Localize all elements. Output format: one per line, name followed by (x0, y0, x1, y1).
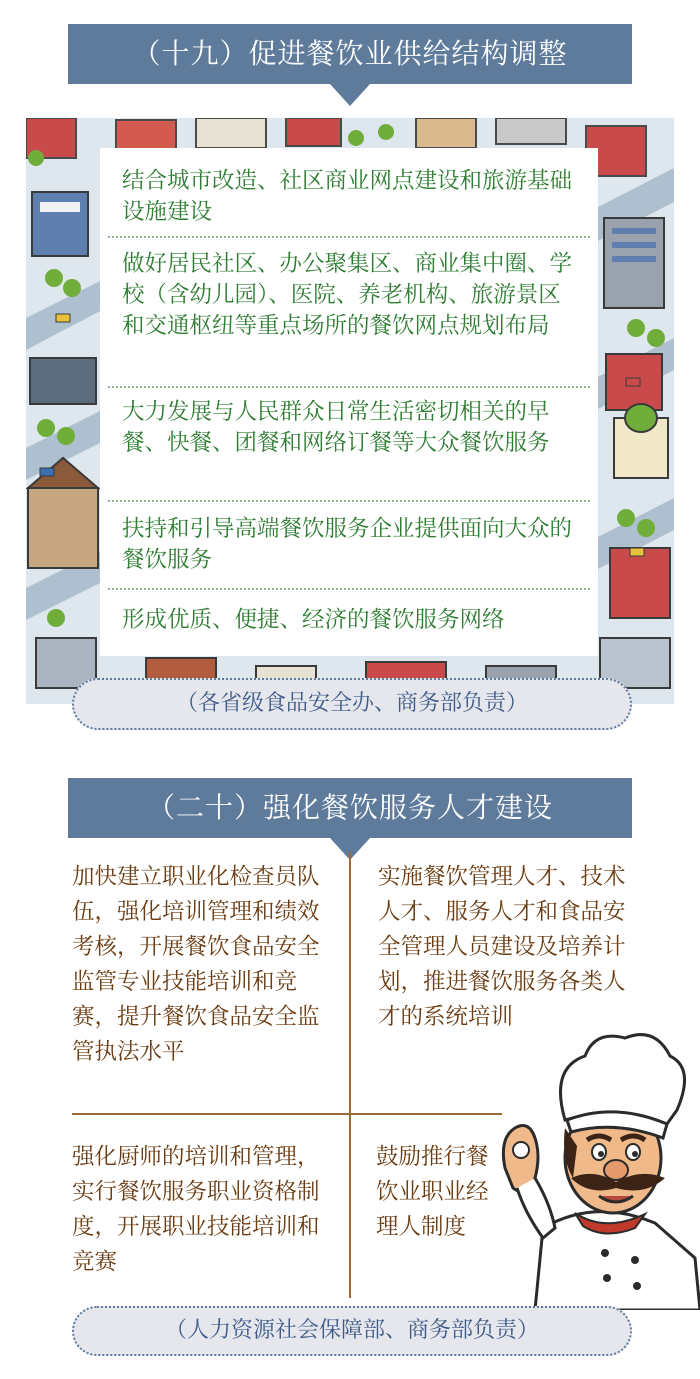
section19-responsible-text: （各省级食品安全办、商务部负责） (175, 691, 528, 716)
section20-item-2: 实施餐饮管理人才、技术人才、服务人才和食品安全管理人员建设及培养计划，推进餐饮服务各类人才的系统培训 (378, 864, 626, 1030)
section19-card (100, 148, 598, 656)
divider (108, 386, 590, 388)
section19-title: （十九）促进餐饮业供给结构调整 (132, 37, 568, 70)
section20-responsible-text: （人力资源社会保障部、商务部负责） (164, 1318, 539, 1343)
section19-banner (68, 24, 632, 84)
section19-responsible (72, 678, 632, 730)
section19-item-2: 做好居民社区、办公聚集区、商业集中圈、学校（含幼儿园）、医院、养老机构、旅游景区和交通枢纽等重点场所的餐饮网点规划布局 (122, 251, 573, 339)
quad-horizontal-divider (72, 1113, 502, 1115)
quad-vertical-divider (349, 852, 351, 1298)
section19-item-3: 大力发展与人民群众日常生活密切相关的早餐、快餐、团餐和网络订餐等大众餐饮服务 (122, 399, 550, 456)
chef-icon (495, 1028, 700, 1310)
chef-illustration (495, 1028, 700, 1310)
section20-title: （二十）强化餐饮服务人才建设 (146, 791, 553, 824)
divider (108, 500, 590, 502)
divider (108, 236, 590, 238)
divider (108, 588, 590, 590)
section20-item-3: 强化厨师的培训和管理，实行餐饮服务职业资格制度，开展职业技能培训和竞赛 (72, 1144, 320, 1275)
section19-item-1: 结合城市改造、社区商业网点建设和旅游基础设施建设 (122, 168, 573, 225)
section19-item-5: 形成优质、便捷、经济的餐饮服务网络 (122, 607, 505, 633)
section20-item-4: 鼓励推行餐饮业职业经理人制度 (376, 1144, 489, 1240)
banner-arrow-icon (330, 84, 370, 106)
section19-item-4: 扶持和引导高端餐饮服务企业提供面向大众的餐饮服务 (122, 516, 573, 573)
section20-item-1: 加快建立职业化检查员队伍，强化培训管理和绩效考核，开展餐饮食品安全监管专业技能培训和竞赛，提升餐饮食品安全监管执法水平 (72, 864, 320, 1065)
section20-responsible (72, 1306, 632, 1356)
section20-banner (68, 778, 632, 838)
